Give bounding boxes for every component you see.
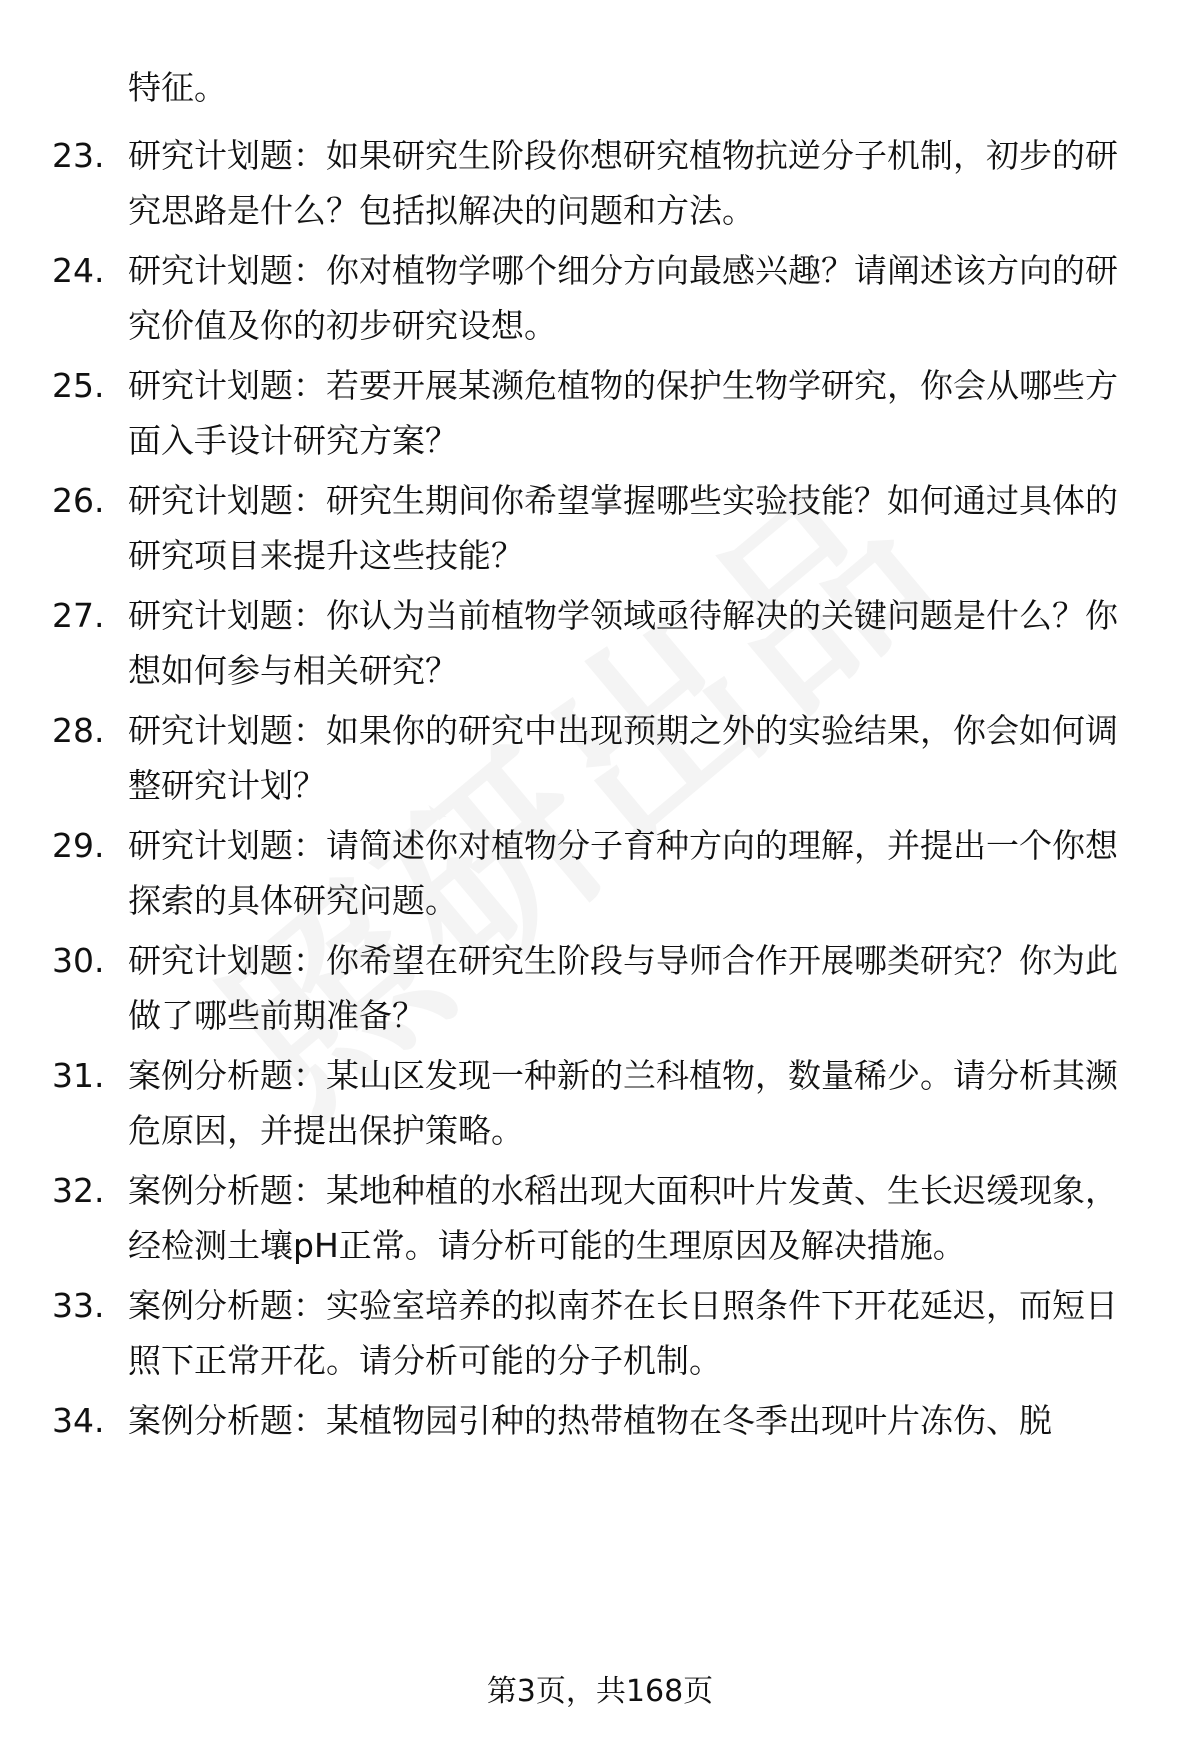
- item-text: 研究计划题：如果研究生阶段你想研究植物抗逆分子机制，初步的研究思路是什么？包括拟解决的问题和方法。: [128, 136, 1118, 230]
- item-number: 28.: [52, 711, 105, 750]
- item-number: 27.: [52, 596, 105, 635]
- item-number: 33.: [52, 1286, 105, 1325]
- item-text: 研究计划题：研究生期间你希望掌握哪些实验技能？如何通过具体的研究项目来提升这些技能？: [128, 481, 1118, 575]
- continuation-text: 特征。: [128, 68, 227, 107]
- item-number: 25.: [52, 366, 105, 405]
- item-number: 34.: [52, 1401, 105, 1440]
- item-number: 32.: [52, 1171, 105, 1210]
- item-text: 研究计划题：如果你的研究中出现预期之外的实验结果，你会如何调整研究计划？: [128, 711, 1118, 805]
- item-number: 26.: [52, 481, 105, 520]
- item-text: 研究计划题：你对植物学哪个细分方向最感兴趣？请阐述该方向的研究价值及你的初步研究设想。: [128, 251, 1118, 345]
- item-text: 案例分析题：某山区发现一种新的兰科植物，数量稀少。请分析其濒危原因，并提出保护策略。: [128, 1056, 1118, 1150]
- item-text: 案例分析题：某地种植的水稻出现大面积叶片发黄、生长迟缓现象，经检测土壤pH正常。请分析可能的生理原因及解决措施。: [128, 1171, 1118, 1265]
- item-number: 29.: [52, 826, 105, 865]
- item-number: 24.: [52, 251, 105, 290]
- item-text: 研究计划题：请简述你对植物分子育种方向的理解，并提出一个你想探索的具体研究问题。: [128, 826, 1118, 920]
- page-footer: 第3页，共168页: [486, 1674, 714, 1709]
- item-text: 案例分析题：某植物园引种的热带植物在冬季出现叶片冻伤、脱: [128, 1401, 1052, 1440]
- item-text: 研究计划题：你希望在研究生阶段与导师合作开展哪类研究？你为此做了哪些前期准备？: [128, 941, 1118, 1035]
- item-number: 23.: [52, 136, 105, 175]
- item-text: 研究计划题：若要开展某濒危植物的保护生物学研究，你会从哪些方面入手设计研究方案？: [128, 366, 1118, 460]
- item-text: 研究计划题：你认为当前植物学领域亟待解决的关键问题是什么？你想如何参与相关研究？: [128, 596, 1118, 690]
- item-number: 31.: [52, 1056, 105, 1095]
- item-number: 30.: [52, 941, 105, 980]
- item-text: 案例分析题：实验室培养的拟南芥在长日照条件下开花延迟，而短日照下正常开花。请分析可能的分子机制。: [128, 1286, 1118, 1380]
